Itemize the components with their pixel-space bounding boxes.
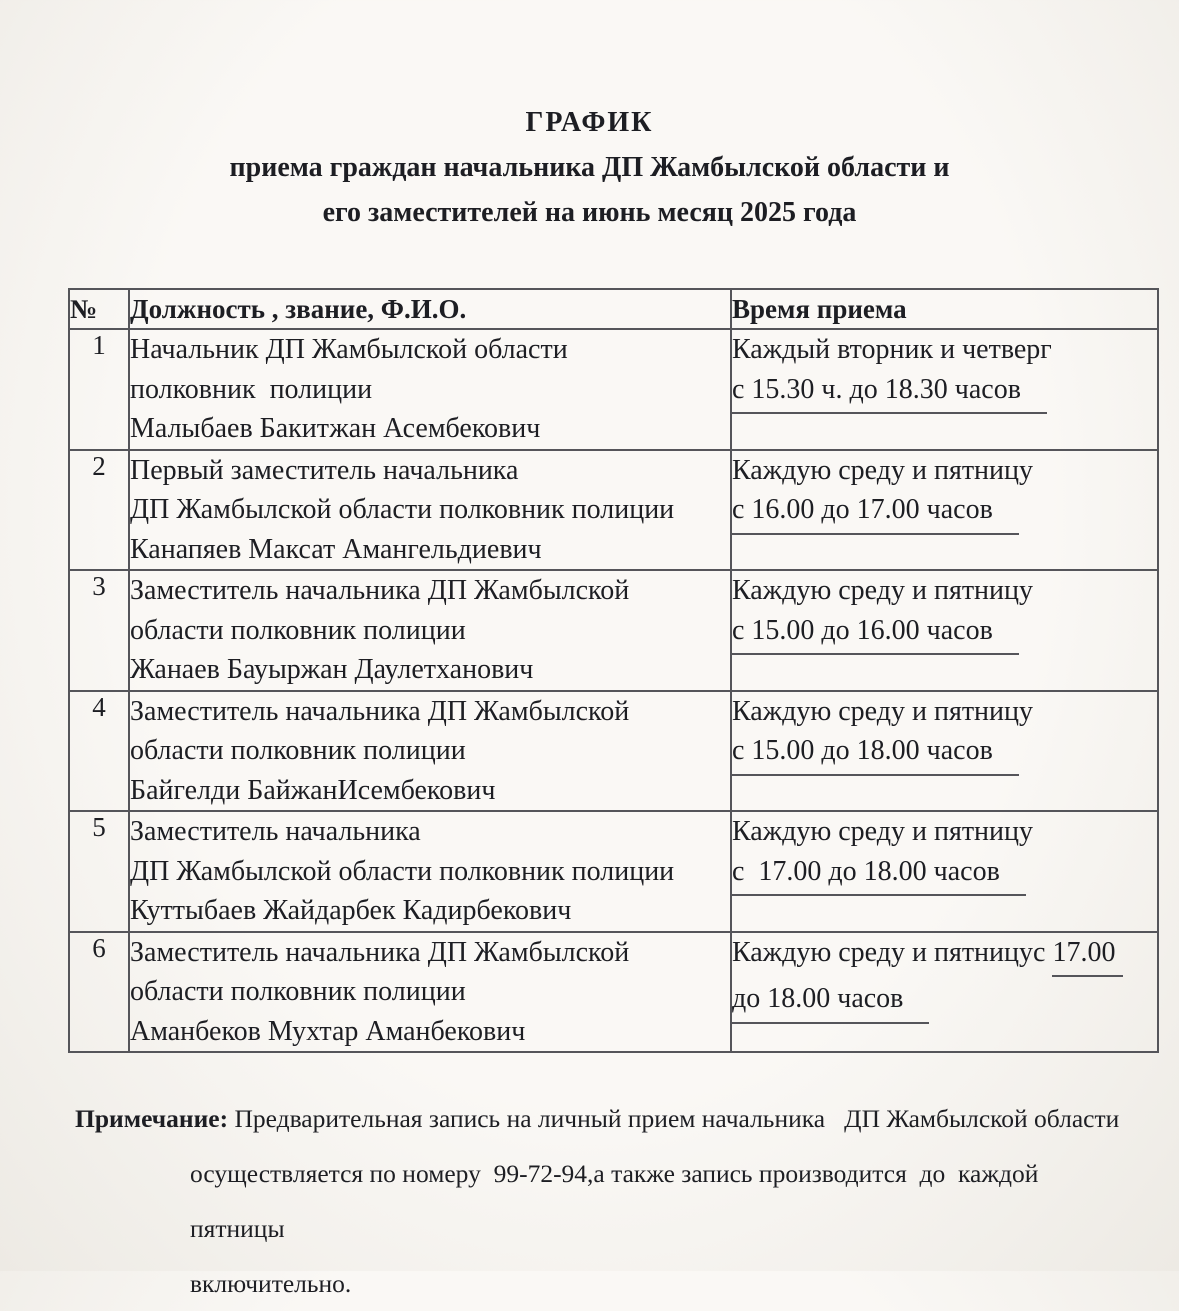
position-line: Куттыбаев Жайдарбек Кадирбекович [130,895,572,926]
position-line: Первый заместитель начальника [130,454,519,486]
underlined-time: с 15.30 ч. до 18.30 часов [732,370,1047,415]
underlined-time: до 18.00 часов [732,979,929,1024]
time-line: Каждую среду и пятницу [732,575,1034,606]
position-line: ДП Жамбылской области полковник полиции [130,494,675,525]
position-line: Начальник ДП Жамбылской области [130,334,568,365]
underlined-time: с 15.00 до 18.00 часов [732,731,1019,776]
row-number: 3 [69,570,129,691]
time-line: Каждый вторник и четверг [732,334,1052,365]
position-line: Канапяев Максат Амангельдиевич [130,533,542,565]
position-cell [129,570,731,691]
table-row [69,811,1158,932]
note-line: включительно. [190,1269,352,1298]
time-cell [731,932,1158,1053]
header-cell-number: № [69,289,129,329]
underlined-time: 17.00 [1052,933,1123,978]
position-line: полковник полиции [130,373,373,405]
table-row [69,329,1158,450]
time-line: Каждую среду и пятницу [732,816,1034,847]
time-cell [731,450,1158,571]
position-line: области полковник полиции [130,735,466,766]
position-cell [129,691,731,812]
position-cell [129,932,731,1053]
table-row [69,570,1158,691]
note-text: Предварительная запись на личный прием начальника ДП Жамбылской области [228,1104,1120,1133]
position-line: области полковник полиции [130,976,466,1007]
position-cell [129,811,731,932]
underlined-time: с 16.00 до 17.00 часов [732,490,1019,535]
time-text: Каждую среду и пятницус [732,936,1053,968]
time-line: Каждую среду и пятницу [732,454,1034,486]
underlined-time: с 17.00 до 18.00 часов [732,852,1026,897]
note-line: осуществляется по номеру 99-72-94,а также запись производится до каждой пятницы [190,1159,1045,1243]
position-line: Заместитель начальника ДП Жамбылской [130,575,630,606]
table-row [69,450,1158,571]
title-line-3: его заместителей на июнь месяц 2025 года [322,197,857,228]
position-line: Заместитель начальника ДП Жамбылской [130,936,630,968]
time-cell [731,811,1158,932]
position-cell [129,450,731,571]
table-row [69,691,1158,812]
row-number: 4 [69,691,129,812]
position-line: Жанаев Бауыржан Даулетханович [130,654,534,685]
document-title [0,0,1179,235]
position-cell [129,329,731,450]
position-line: Заместитель начальника ДП Жамбылской [130,695,630,727]
time-cell [731,691,1158,812]
time-cell [731,570,1158,691]
time-line: Каждую среду и пятницу [732,695,1034,727]
position-line: Байгелди БайжанИсембекович [130,774,496,806]
header-cell-time: Время приема [731,289,1158,329]
position-line: ДП Жамбылской области полковник полиции [130,855,675,887]
position-line: области полковник полиции [130,614,466,646]
table-header-row [69,289,1158,329]
note-label: Примечание: [75,1104,229,1133]
underlined-time: с 15.00 до 16.00 часов [732,611,1019,656]
time-cell [731,329,1158,450]
time-line [732,933,1157,980]
note-line [75,1091,1139,1146]
row-number: 2 [69,450,129,571]
reception-schedule-table [68,288,1159,1053]
title-line-1: ГРАФИК [525,107,654,138]
position-line: Малыбаев Бакитжан Асембекович [130,413,541,444]
footnote [75,1091,1139,1311]
row-number: 5 [69,811,129,932]
table-row [69,932,1158,1053]
row-number: 1 [69,329,129,450]
position-line: Заместитель начальника [130,816,421,847]
title-line-2: приема граждан начальника ДП Жамбылской области и [229,152,950,183]
row-number: 6 [69,932,129,1053]
header-cell-position: Должность , звание, Ф.И.О. [129,289,731,329]
position-line: Аманбеков Мухтар Аманбекович [130,1015,526,1047]
